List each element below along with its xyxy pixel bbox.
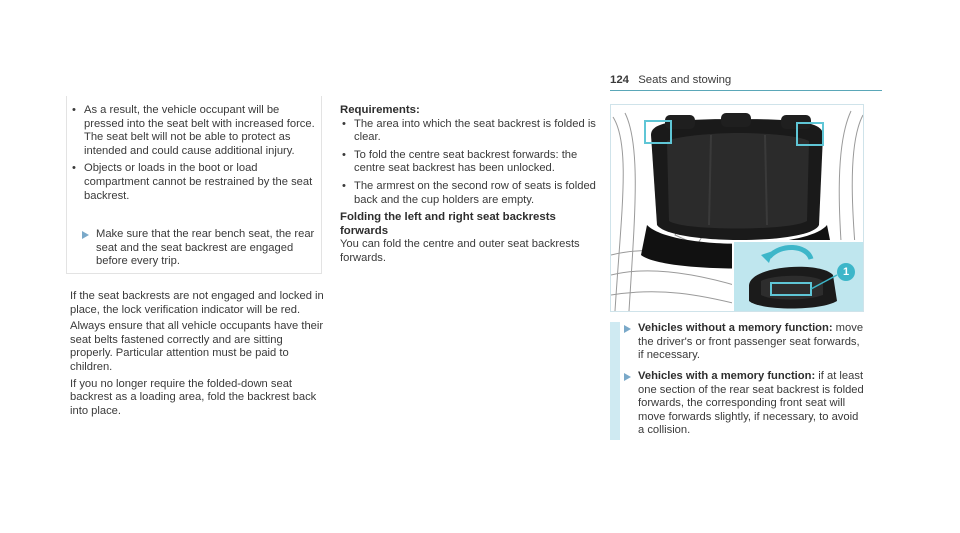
warning-bullet: • As a result, the vehicle occupant will be pressed into the seat belt with increased force. The seat belt will not be able to protect as intended and could cause additional injury.	[70, 104, 320, 158]
callout-badge: 1	[837, 263, 855, 281]
warning-note	[70, 228, 316, 269]
requirements-section	[340, 104, 596, 266]
step-text: move the driver's or front passenger seat forwards, if necessary.	[638, 322, 864, 362]
folding-heading: Folding the left and right seat backrests forwards	[340, 211, 556, 237]
warning-bullets	[70, 104, 320, 203]
body-paragraph: Always ensure that all vehicle occupants have their seat belts fastened correctly and are sitting properly. Particular attention must be paid to children.	[70, 320, 324, 373]
warning-content	[70, 104, 320, 207]
steps-bar	[610, 322, 620, 440]
warning-note-text: Make sure that the rear bench seat, the rear seat and the seat backrest are engaged before every trip.	[96, 228, 315, 268]
step-text: if at least one section of the rear seat backrest is folded forwards, the corresponding front seat will move forwards slightly, if necessary, to avoid a collision.	[638, 370, 864, 437]
page-header	[610, 74, 731, 88]
arrow-icon	[624, 373, 631, 381]
arrow-icon	[82, 231, 89, 239]
rear-seat-illustration	[611, 105, 864, 312]
requirements-heading: Requirements:	[340, 104, 420, 116]
requirement-item: • The armrest on the second row of seats is folded back and the cup holders are empty.	[340, 180, 596, 207]
step-item	[624, 370, 864, 438]
page-number: 124	[610, 74, 630, 86]
arrow-icon	[624, 325, 631, 333]
requirement-item: • The area into which the seat backrest is folded is clear.	[340, 118, 596, 145]
body-paragraph: If you no longer require the folded-down seat backrest as a loading area, fold the backrest back into place.	[70, 377, 317, 417]
step-item	[624, 322, 864, 363]
header-rule	[610, 90, 882, 91]
requirements-list	[340, 118, 596, 208]
step-label: Vehicles with a memory function:	[638, 370, 816, 382]
requirement-item: • To fold the centre seat backrest forwards: the centre seat backrest has been unlocked.	[340, 149, 596, 176]
folding-text: You can fold the centre and outer seat backrests forwards.	[340, 238, 580, 264]
section-title: Seats and stowing	[638, 74, 732, 86]
warning-bullet: • Objects or loads in the boot or load compartment cannot be restrained by the seat backrest.	[70, 162, 320, 203]
step-label: Vehicles without a memory function:	[638, 322, 833, 334]
steps-section	[610, 322, 864, 440]
body-paragraph: If the seat backrests are not engaged and locked in place, the lock verification indicator will be red.	[70, 290, 324, 316]
rear-seat-figure	[610, 104, 864, 312]
body-text	[70, 290, 324, 421]
